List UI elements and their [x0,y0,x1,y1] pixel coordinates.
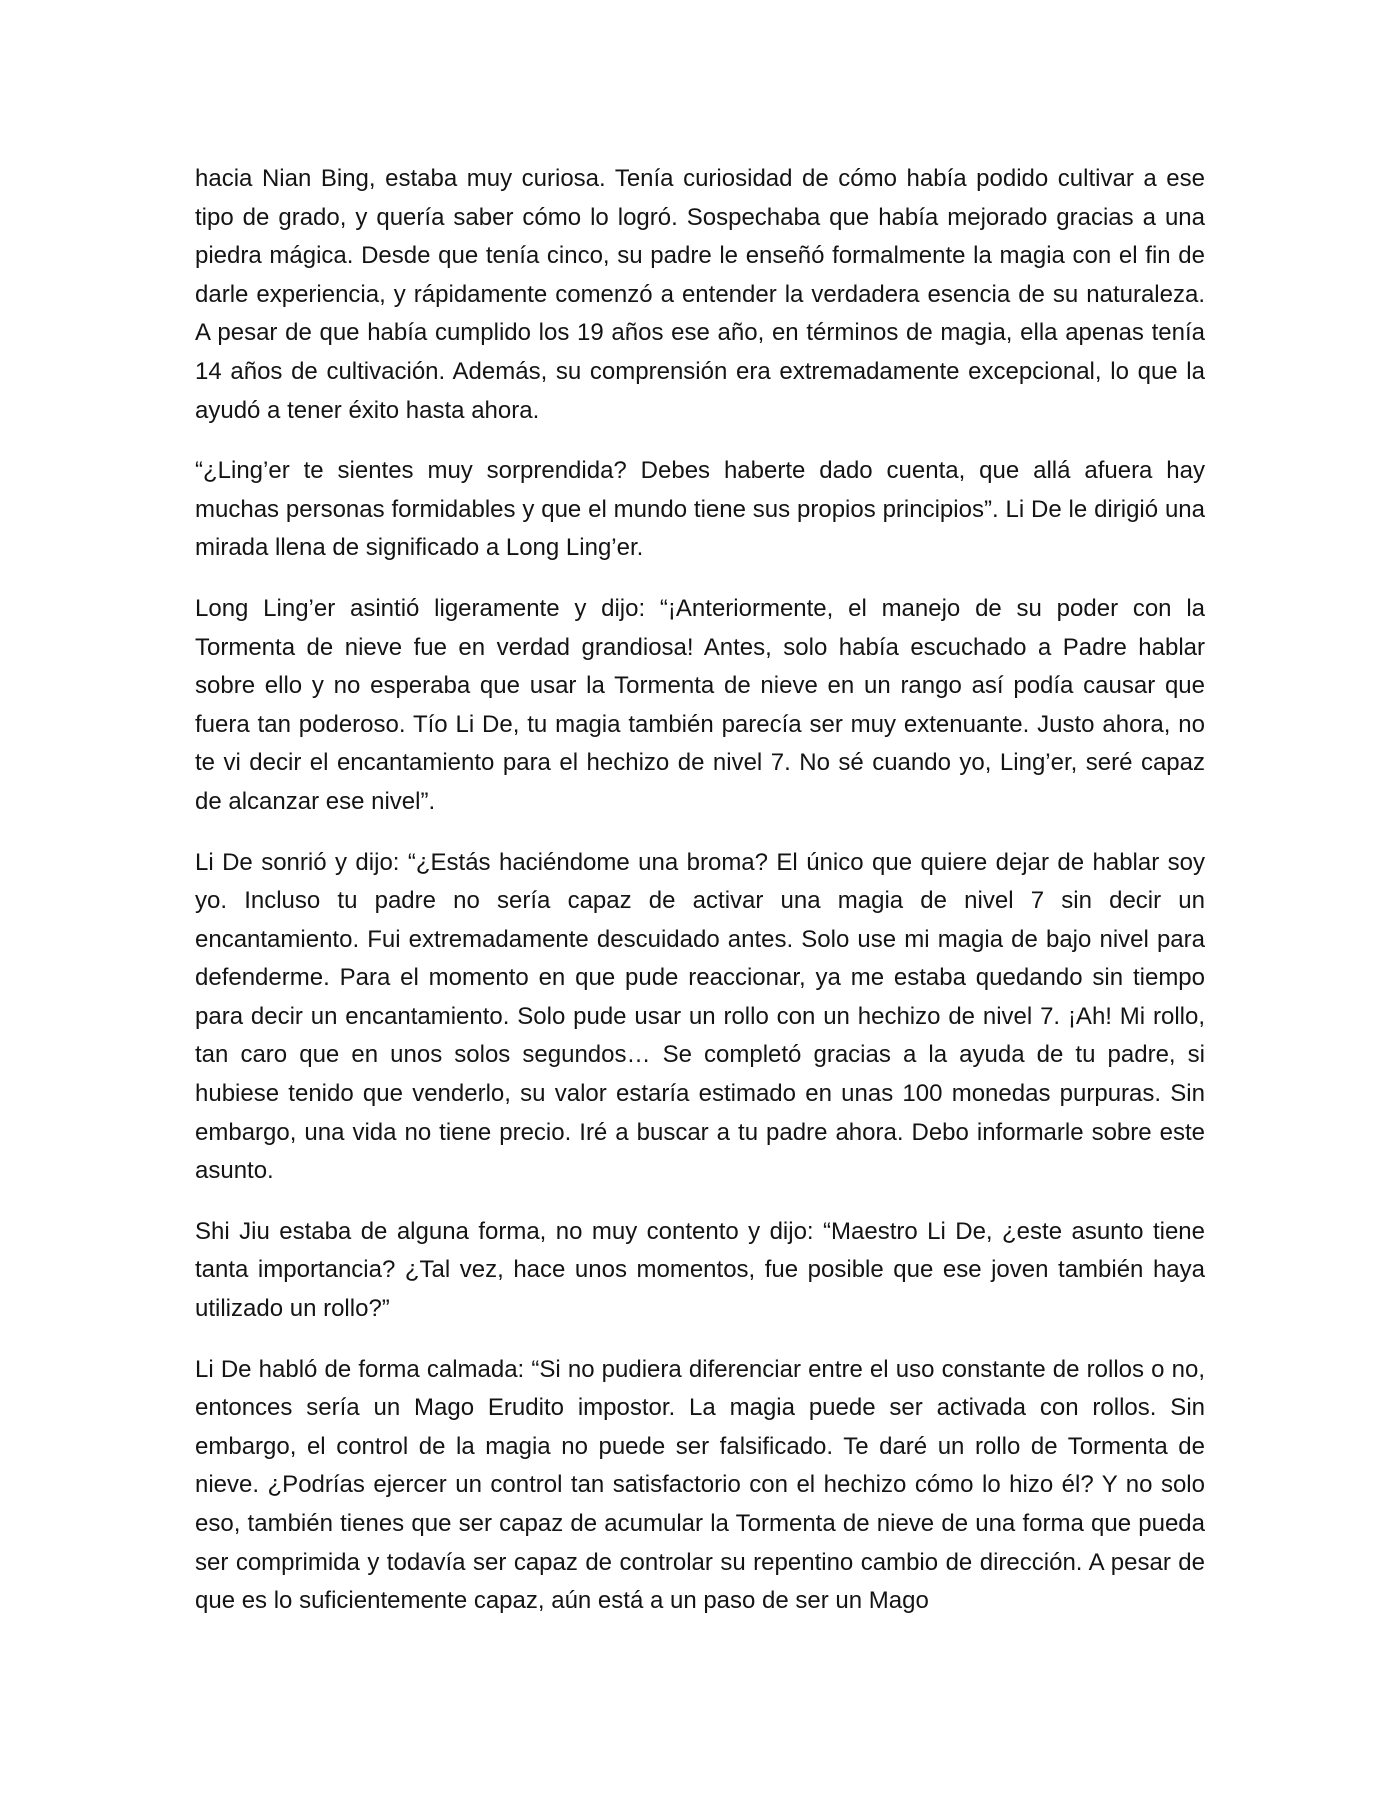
paragraph: “¿Ling’er te sientes muy sorprendida? Debes haberte dado cuenta, que allá afuera hay muchas personas formidables y que el mundo tiene sus propios principios”. Li De le dirigió una mirada llena de significado a Long Ling’er. [195,457,1205,562]
document-page [195,160,1205,1643]
paragraph: Li De habló de forma calmada: “Si no pudiera diferenciar entre el uso constante de rollos o no, entonces sería un Mago Erudito impostor. La magia puede ser activada con rollos. Sin embargo, el control de la magia no puede ser falsificado. Te daré un rollo de Tormenta de nieve. ¿Podrías ejercer un control tan satisfactorio con el hechizo cómo lo hizo él? Y no solo eso, también tienes que ser capaz de acumular la Tormenta de nieve de una forma que pueda ser comprimida y todavía ser capaz de controlar su repentino cambio de dirección. A pesar de que es lo suficientemente capaz, aún está a un paso de ser un Mago [195,1355,1205,1615]
paragraph: Li De sonrió y dijo: “¿Estás haciéndome una broma? El único que quiere dejar de hablar soy yo. Incluso tu padre no sería capaz de activar una magia de nivel 7 sin decir un encantamiento. Fui extremadamente descuidado antes. Solo use mi magia de bajo nivel para defenderme. Para el momento en que pude reaccionar, ya me estaba quedando sin tiempo para decir un encantamiento. Solo pude usar un rollo con un hechizo de nivel 7. ¡Ah! Mi rollo, tan caro que en unos solos segundos… Se completó gracias a la ayuda de tu padre, si hubiese tenido que venderlo, su valor estaría estimado en unas 100 monedas purpuras. Sin embargo, una vida no tiene precio. Iré a buscar a tu padre ahora. Debo informarle sobre este asunto. [195,848,1205,1185]
paragraph: Long Ling’er asintió ligeramente y dijo: “¡Anteriormente, el manejo de su poder con la Tormenta de nieve fue en verdad grandiosa! Antes, solo había escuchado a Padre hablar sobre ello y no esperaba que usar la Tormenta de nieve en un rango así podía causar que fuera tan poderoso. Tío Li De, tu magia también parecía ser muy extenuante. Justo ahora, no te vi decir el encantamiento para el hechizo de nivel 7. No sé cuando yo, Ling’er, seré capaz de alcanzar ese nivel”. [195,594,1205,815]
paragraph: hacia Nian Bing, estaba muy curiosa. Tenía curiosidad de cómo había podido cultivar a ese tipo de grado, y quería saber cómo lo logró. Sospechaba que había mejorado gracias a una piedra mágica. Desde que tenía cinco, su padre le enseñó formalmente la magia con el fin de darle experiencia, y rápidamente comenzó a entender la verdadera esencia de su naturaleza. A pesar de que había cumplido los 19 años ese año, en términos de magia, ella apenas tenía 14 años de cultivación. Además, su comprensión era extremadamente excepcional, lo que la ayudó a tener éxito hasta ahora. [195,165,1205,424]
paragraph: Shi Jiu estaba de alguna forma, no muy contento y dijo: “Maestro Li De, ¿este asunto tiene tanta importancia? ¿Tal vez, hace unos momentos, fue posible que ese joven también haya utilizado un rollo?” [195,1217,1205,1323]
